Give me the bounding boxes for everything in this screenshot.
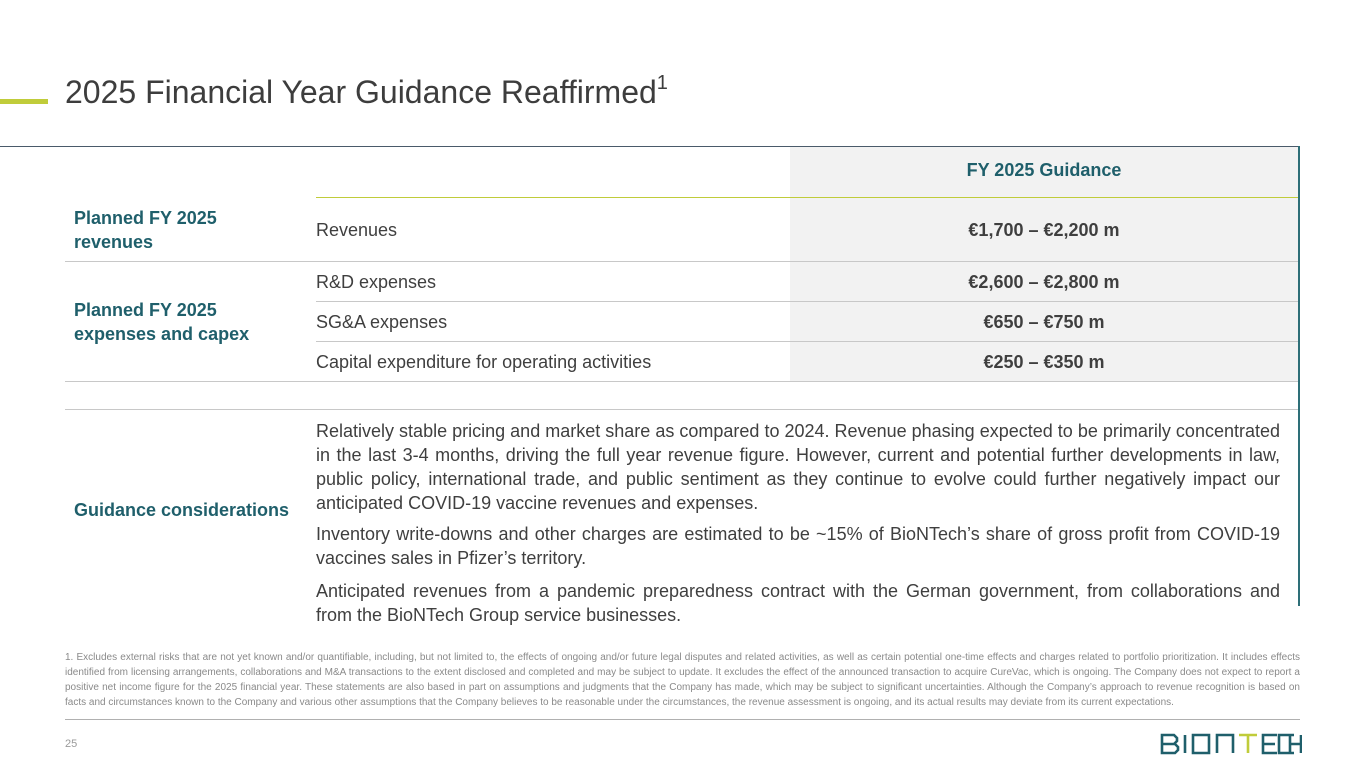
biontech-logo bbox=[1160, 733, 1302, 755]
category-revenues: Planned FY 2025 revenues bbox=[74, 208, 217, 252]
row-divider bbox=[65, 409, 1298, 410]
consideration-paragraph: Relatively stable pricing and market share as compared to 2024. Revenue phasing expected to be primarily concentrated in the last 3-4 months, driving the full year revenue figure. However, current and potential further developments in law, public policy, international trade, and public sentiment as they continue to evolve could further negatively impact our anticipated COVID-19 vaccine revenues and expenses. bbox=[316, 421, 1280, 513]
item-revenues: Revenues bbox=[316, 220, 398, 240]
guidance-column-header: FY 2025 Guidance bbox=[966, 160, 1122, 180]
row-divider bbox=[65, 261, 1298, 262]
row-divider bbox=[65, 381, 1298, 382]
row-divider bbox=[316, 301, 1298, 302]
consideration-paragraph: Anticipated revenues from a pandemic preparedness contract with the German government, from collaborations and from the BioNTech Group service businesses. bbox=[316, 581, 1280, 625]
page-number: 25 bbox=[65, 738, 78, 750]
guidance-column-shading bbox=[790, 147, 1298, 381]
item-sga-expenses: SG&A expenses bbox=[316, 312, 448, 332]
value-rd-expenses: €2,600 – €2,800 m bbox=[968, 272, 1120, 292]
row-divider bbox=[316, 341, 1298, 342]
footnote: 1. Excludes external risks that are not yet known and/or quantifiable, including, but not limited to, the effects of ongoing and/or future legal disputes and related activities, as well as certain potential one-time effects and charges related to portfolio prioritization. It includes effects identified from licensing arrangements, collaborations and M&A transactions to the extent disclosed and completed and may be subject to update. It excludes the effect of the announced transaction to acquire CureVac, which is ongoing. The Company does not expect to report a positive net income figure for the 2025 financial year. These statements are also based in part on assumptions and judgments that the Company has made, which may be subject to significant uncertainties. Although the Company’s approach to revenue recognition is based on facts and circumstances known to the Company and various other assumptions that the Company believes to be reasonable under the circumstances, the revenue assessment is ongoing, and its actual results may deviate from its current expectations. bbox=[65, 652, 1300, 708]
value-sga-expenses: €650 – €750 m bbox=[983, 312, 1105, 332]
value-capex: €250 – €350 m bbox=[983, 352, 1105, 372]
table-right-border bbox=[1298, 146, 1300, 606]
footer-divider bbox=[65, 719, 1300, 720]
consideration-paragraph: Inventory write-downs and other charges are estimated to be ~15% of BioNTech’s share of gross profit from COVID-19 vaccines sales in Pfizer’s territory. bbox=[316, 524, 1280, 568]
page-title-text: 2025 Financial Year Guidance Reaffirmed bbox=[65, 74, 657, 110]
value-revenues: €1,700 – €2,200 m bbox=[968, 220, 1120, 240]
title-accent-bar bbox=[0, 99, 48, 104]
item-rd-expenses: R&D expenses bbox=[316, 272, 437, 292]
category-expenses-capex: Planned FY 2025 expenses and capex bbox=[74, 300, 250, 344]
header-divider bbox=[316, 197, 1298, 198]
category-guidance-considerations: Guidance considerations bbox=[74, 500, 290, 520]
title-footnote-marker: 1 bbox=[656, 72, 668, 94]
page-title bbox=[65, 74, 668, 111]
item-capex: Capital expenditure for operating activities bbox=[316, 352, 652, 372]
